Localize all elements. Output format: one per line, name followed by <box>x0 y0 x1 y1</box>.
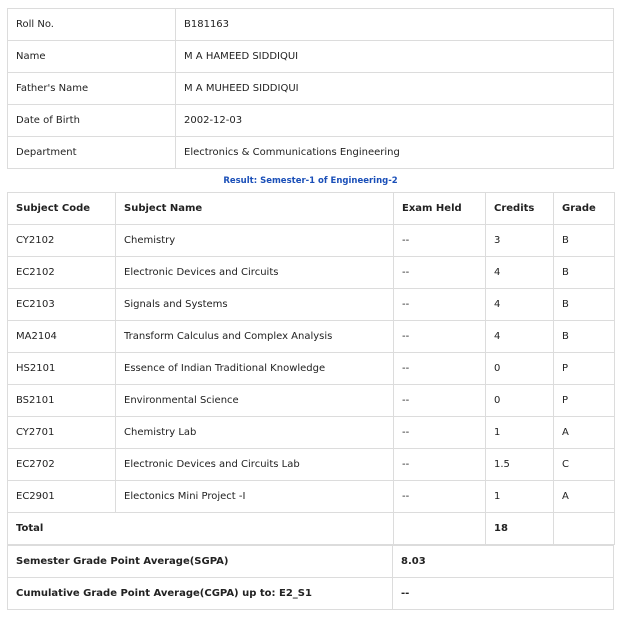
table-row <box>8 353 615 385</box>
grade: A <box>554 417 615 449</box>
subject-name: Chemistry <box>116 225 394 257</box>
exam-held: -- <box>394 385 486 417</box>
subject-name: Signals and Systems <box>116 289 394 321</box>
credits: 1 <box>486 481 554 513</box>
credits: 0 <box>486 385 554 417</box>
credits: 1 <box>486 417 554 449</box>
table-row <box>8 257 615 289</box>
credits: 4 <box>486 289 554 321</box>
subject-name: Environmental Science <box>116 385 394 417</box>
grade: A <box>554 481 615 513</box>
gpa-summary-table <box>7 545 614 610</box>
info-value: 2002-12-03 <box>176 105 614 137</box>
grade: B <box>554 257 615 289</box>
header-subject-code: Subject Code <box>8 193 116 225</box>
subject-code: CY2102 <box>8 225 116 257</box>
info-label: Date of Birth <box>8 105 176 137</box>
subject-name: Essence of Indian Traditional Knowledge <box>116 353 394 385</box>
sgpa-value: 8.03 <box>393 546 614 578</box>
subject-code: MA2104 <box>8 321 116 353</box>
subject-code: EC2102 <box>8 257 116 289</box>
info-value: M A HAMEED SIDDIQUI <box>176 41 614 73</box>
subject-name: Electronic Devices and Circuits Lab <box>116 449 394 481</box>
result-title: Result: Semester-1 of Engineering-2 <box>223 176 398 186</box>
sgpa-row <box>8 546 614 578</box>
subject-code: CY2701 <box>8 417 116 449</box>
total-row <box>8 513 615 545</box>
sgpa-label: Semester Grade Point Average(SGPA) <box>8 546 393 578</box>
total-grade-empty <box>554 513 615 545</box>
grade: B <box>554 321 615 353</box>
subject-code: EC2901 <box>8 481 116 513</box>
header-subject-name: Subject Name <box>116 193 394 225</box>
exam-held: -- <box>394 321 486 353</box>
subject-code: BS2101 <box>8 385 116 417</box>
table-row <box>8 289 615 321</box>
grade: P <box>554 385 615 417</box>
subject-name: Chemistry Lab <box>116 417 394 449</box>
total-credits: 18 <box>486 513 554 545</box>
subject-name: Transform Calculus and Complex Analysis <box>116 321 394 353</box>
table-row <box>8 449 615 481</box>
subject-code: EC2103 <box>8 289 116 321</box>
info-row-department <box>8 137 614 169</box>
table-row <box>8 385 615 417</box>
grade: C <box>554 449 615 481</box>
credits: 0 <box>486 353 554 385</box>
exam-held: -- <box>394 417 486 449</box>
table-row <box>8 481 615 513</box>
total-label: Total <box>8 513 394 545</box>
credits: 4 <box>486 321 554 353</box>
subject-name: Electronic Devices and Circuits <box>116 257 394 289</box>
info-value: Electronics & Communications Engineering <box>176 137 614 169</box>
cgpa-label: Cumulative Grade Point Average(CGPA) up to: E2_S1 <box>8 578 393 610</box>
exam-held: -- <box>394 481 486 513</box>
grades-table <box>7 192 615 545</box>
exam-held: -- <box>394 289 486 321</box>
header-exam-held: Exam Held <box>394 193 486 225</box>
grade: B <box>554 225 615 257</box>
table-row <box>8 417 615 449</box>
subject-code: EC2702 <box>8 449 116 481</box>
credits: 1.5 <box>486 449 554 481</box>
table-row <box>8 321 615 353</box>
subject-name: Electonics Mini Project -I <box>116 481 394 513</box>
info-row-roll <box>8 9 614 41</box>
student-info-table <box>7 8 614 169</box>
info-row-name <box>8 41 614 73</box>
exam-held: -- <box>394 225 486 257</box>
credits: 4 <box>486 257 554 289</box>
cgpa-value: -- <box>393 578 614 610</box>
info-value: M A MUHEED SIDDIQUI <box>176 73 614 105</box>
exam-held: -- <box>394 257 486 289</box>
info-row-dob <box>8 105 614 137</box>
info-value: B181163 <box>176 9 614 41</box>
exam-held: -- <box>394 353 486 385</box>
grade: P <box>554 353 615 385</box>
info-label: Name <box>8 41 176 73</box>
result-page <box>7 8 614 610</box>
info-row-father <box>8 73 614 105</box>
info-label: Roll No. <box>8 9 176 41</box>
subject-code: HS2101 <box>8 353 116 385</box>
cgpa-row <box>8 578 614 610</box>
exam-held: -- <box>394 449 486 481</box>
table-row <box>8 225 615 257</box>
total-exam-empty <box>394 513 486 545</box>
credits: 3 <box>486 225 554 257</box>
grade: B <box>554 289 615 321</box>
grades-header-row <box>8 193 615 225</box>
info-label: Father's Name <box>8 73 176 105</box>
header-credits: Credits <box>486 193 554 225</box>
header-grade: Grade <box>554 193 615 225</box>
info-label: Department <box>8 137 176 169</box>
